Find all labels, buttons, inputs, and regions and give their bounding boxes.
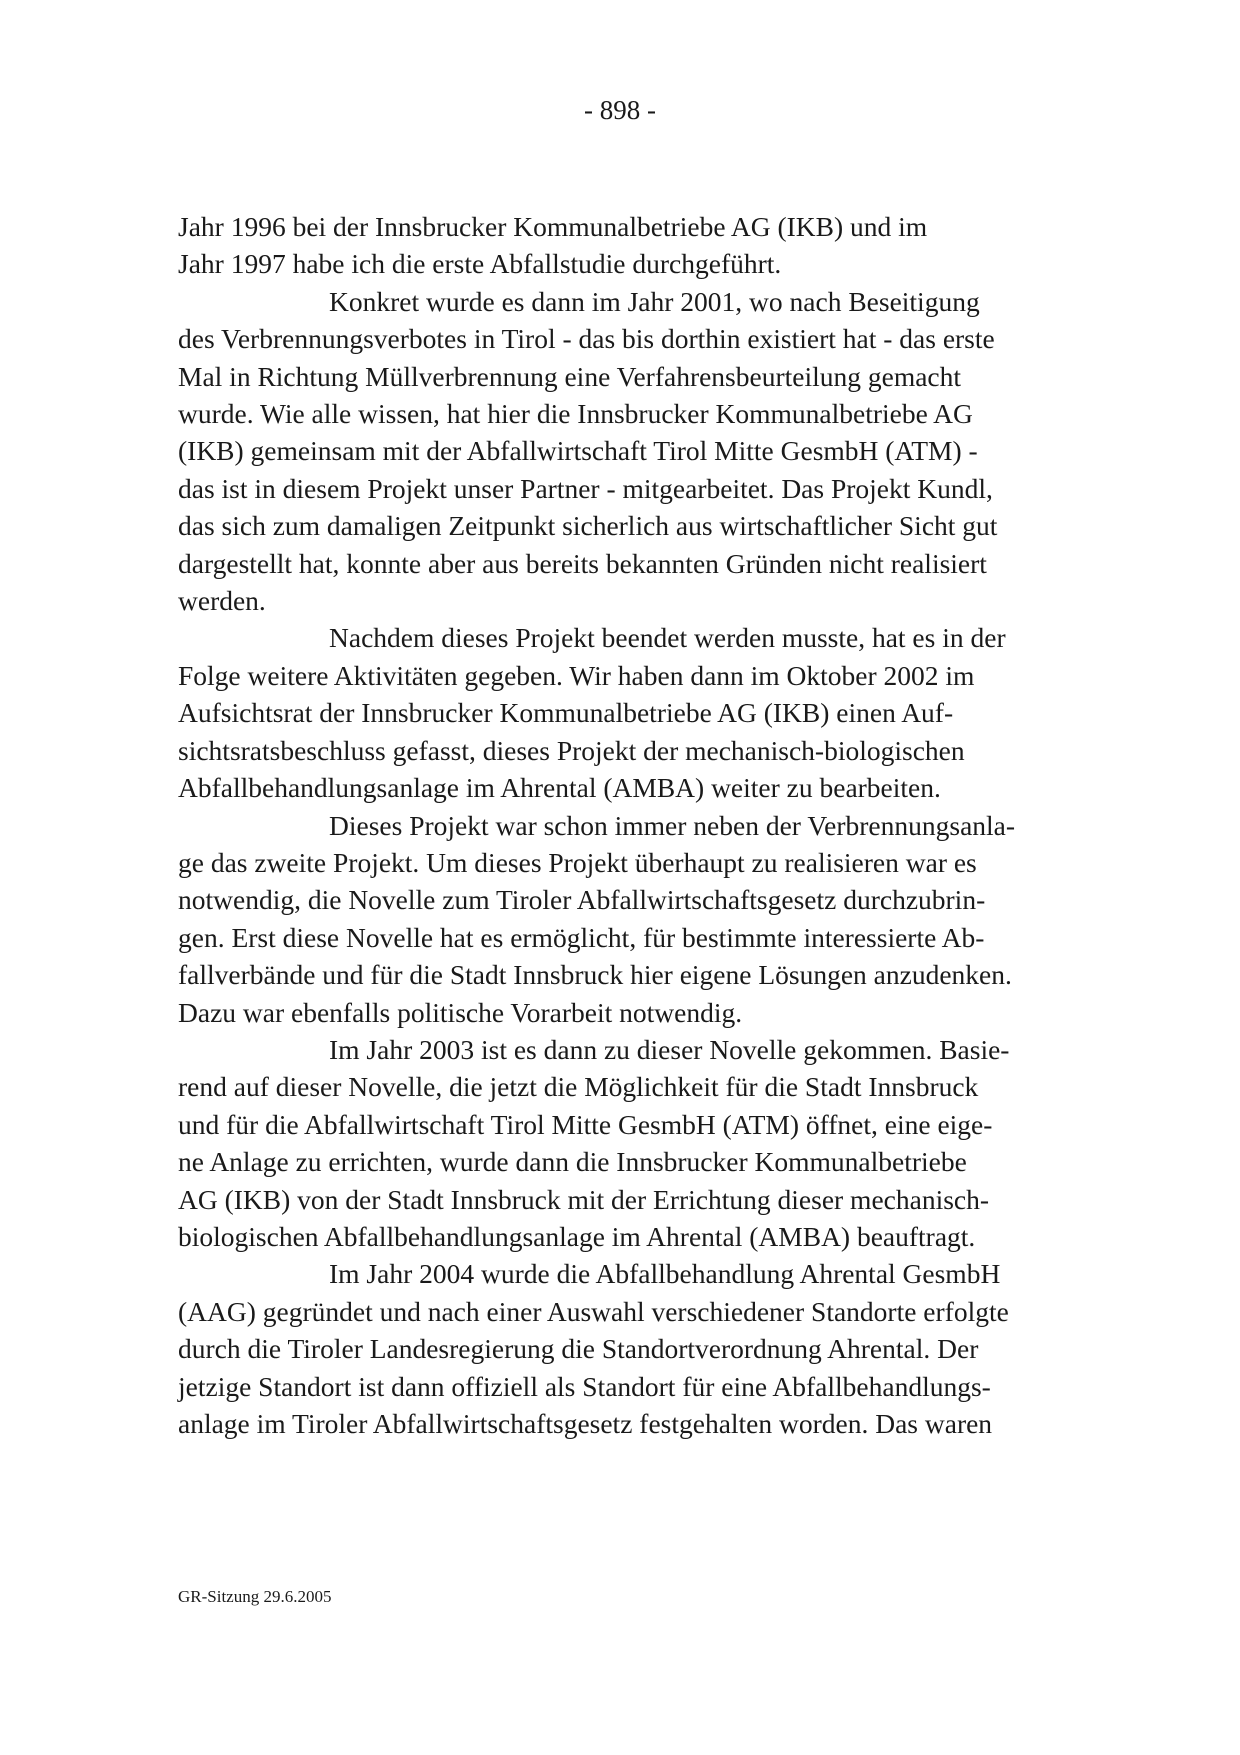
text-line: (IKB) gemeinsam mit der Abfallwirtschaft Tirol Mitte GesmbH (ATM) - — [178, 435, 978, 467]
text-line: dargestellt hat, konnte aber aus bereits bekannten Gründen nicht realisiert — [178, 547, 987, 579]
text-line: biologischen Abfallbehandlungsanlage im Ahrental (AMBA) beauftragt. — [178, 1220, 976, 1252]
text-line: gen. Erst diese Novelle hat es ermöglicht, für bestimmte interessierte Ab- — [178, 921, 985, 953]
text-line: notwendig, die Novelle zum Tiroler Abfallwirtschaftsgesetz durchzubrin- — [178, 884, 986, 916]
paragraph-start-line: Dieses Projekt war schon immer neben der Verbrennungsanla- — [329, 809, 1016, 841]
text-line: durch die Tiroler Landesregierung die Standortverordnung Ahrental. Der — [178, 1333, 979, 1365]
paragraph-start-line: Nachdem dieses Projekt beendet werden musste, hat es in der — [329, 622, 1006, 654]
text-line: und für die Abfallwirtschaft Tirol Mitte GesmbH (ATM) öffnet, eine eige- — [178, 1108, 993, 1140]
text-line: wurde. Wie alle wissen, hat hier die Innsbrucker Kommunalbetriebe AG — [178, 398, 973, 430]
text-line: anlage im Tiroler Abfallwirtschaftsgesetz festgehalten worden. Das waren — [178, 1408, 993, 1439]
text-line: Folge weitere Aktivitäten gegeben. Wir haben dann im Oktober 2002 im — [178, 659, 975, 691]
text-line: AG (IKB) von der Stadt Innsbruck mit der Errichtung dieser mechanisch- — [178, 1183, 990, 1215]
text-line: Abfallbehandlungsanlage im Ahrental (AMBA) weiter zu bearbeiten. — [178, 772, 941, 804]
text-line: jetzige Standort ist dann offiziell als Standort für eine Abfallbehandlungs- — [178, 1370, 991, 1402]
text-line: ge das zweite Projekt. Um dieses Projekt überhaupt zu realisieren war es — [178, 846, 977, 878]
footer-session-date: GR-Sitzung 29.6.2005 — [178, 1587, 332, 1606]
page-number: - 898 - — [584, 95, 656, 125]
text-line: werden. — [178, 585, 266, 617]
text-line: (AAG) gegründet und nach einer Auswahl verschiedener Standorte erfolgte — [178, 1295, 1009, 1327]
text-line: Jahr 1997 habe ich die erste Abfallstudie durchgeführt. — [178, 248, 782, 280]
text-line: Aufsichtsrat der Innsbrucker Kommunalbetriebe AG (IKB) einen Auf- — [178, 697, 954, 729]
paragraph-start-line: Konkret wurde es dann im Jahr 2001, wo nach Beseitigung — [329, 285, 980, 317]
text-line: das ist in diesem Projekt unser Partner - mitgearbeitet. Das Projekt Kundl, — [178, 472, 993, 504]
paragraph-start-line: Im Jahr 2003 ist es dann zu dieser Novelle gekommen. Basie- — [329, 1033, 1010, 1065]
paragraph-start-line: Im Jahr 2004 wurde die Abfallbehandlung Ahrental GesmbH — [329, 1258, 1001, 1290]
text-line: Dazu war ebenfalls politische Vorarbeit notwendig. — [178, 996, 743, 1028]
text-line: das sich zum damaligen Zeitpunkt sicherlich aus wirtschaftlicher Sicht gut — [178, 510, 998, 542]
text-line: fallverbände und für die Stadt Innsbruck hier eigene Lösungen anzudenken. — [178, 959, 1012, 991]
text-line: rend auf dieser Novelle, die jetzt die Möglichkeit für die Stadt Innsbruck — [178, 1071, 979, 1103]
text-line: Mal in Richtung Müllverbrennung eine Verfahrensbeurteilung gemacht — [178, 360, 962, 392]
text-line: Jahr 1996 bei der Innsbrucker Kommunalbetriebe AG (IKB) und im — [178, 211, 928, 242]
text-line: sichtsratsbeschluss gefasst, dieses Projekt der mechanisch-biologischen — [178, 734, 965, 766]
text-line: des Verbrennungsverbotes in Tirol - das bis dorthin existiert hat - das erste — [178, 323, 995, 355]
text-line: ne Anlage zu errichten, wurde dann die Innsbrucker Kommunalbetriebe — [178, 1146, 967, 1178]
body-text — [178, 208, 1078, 1442]
